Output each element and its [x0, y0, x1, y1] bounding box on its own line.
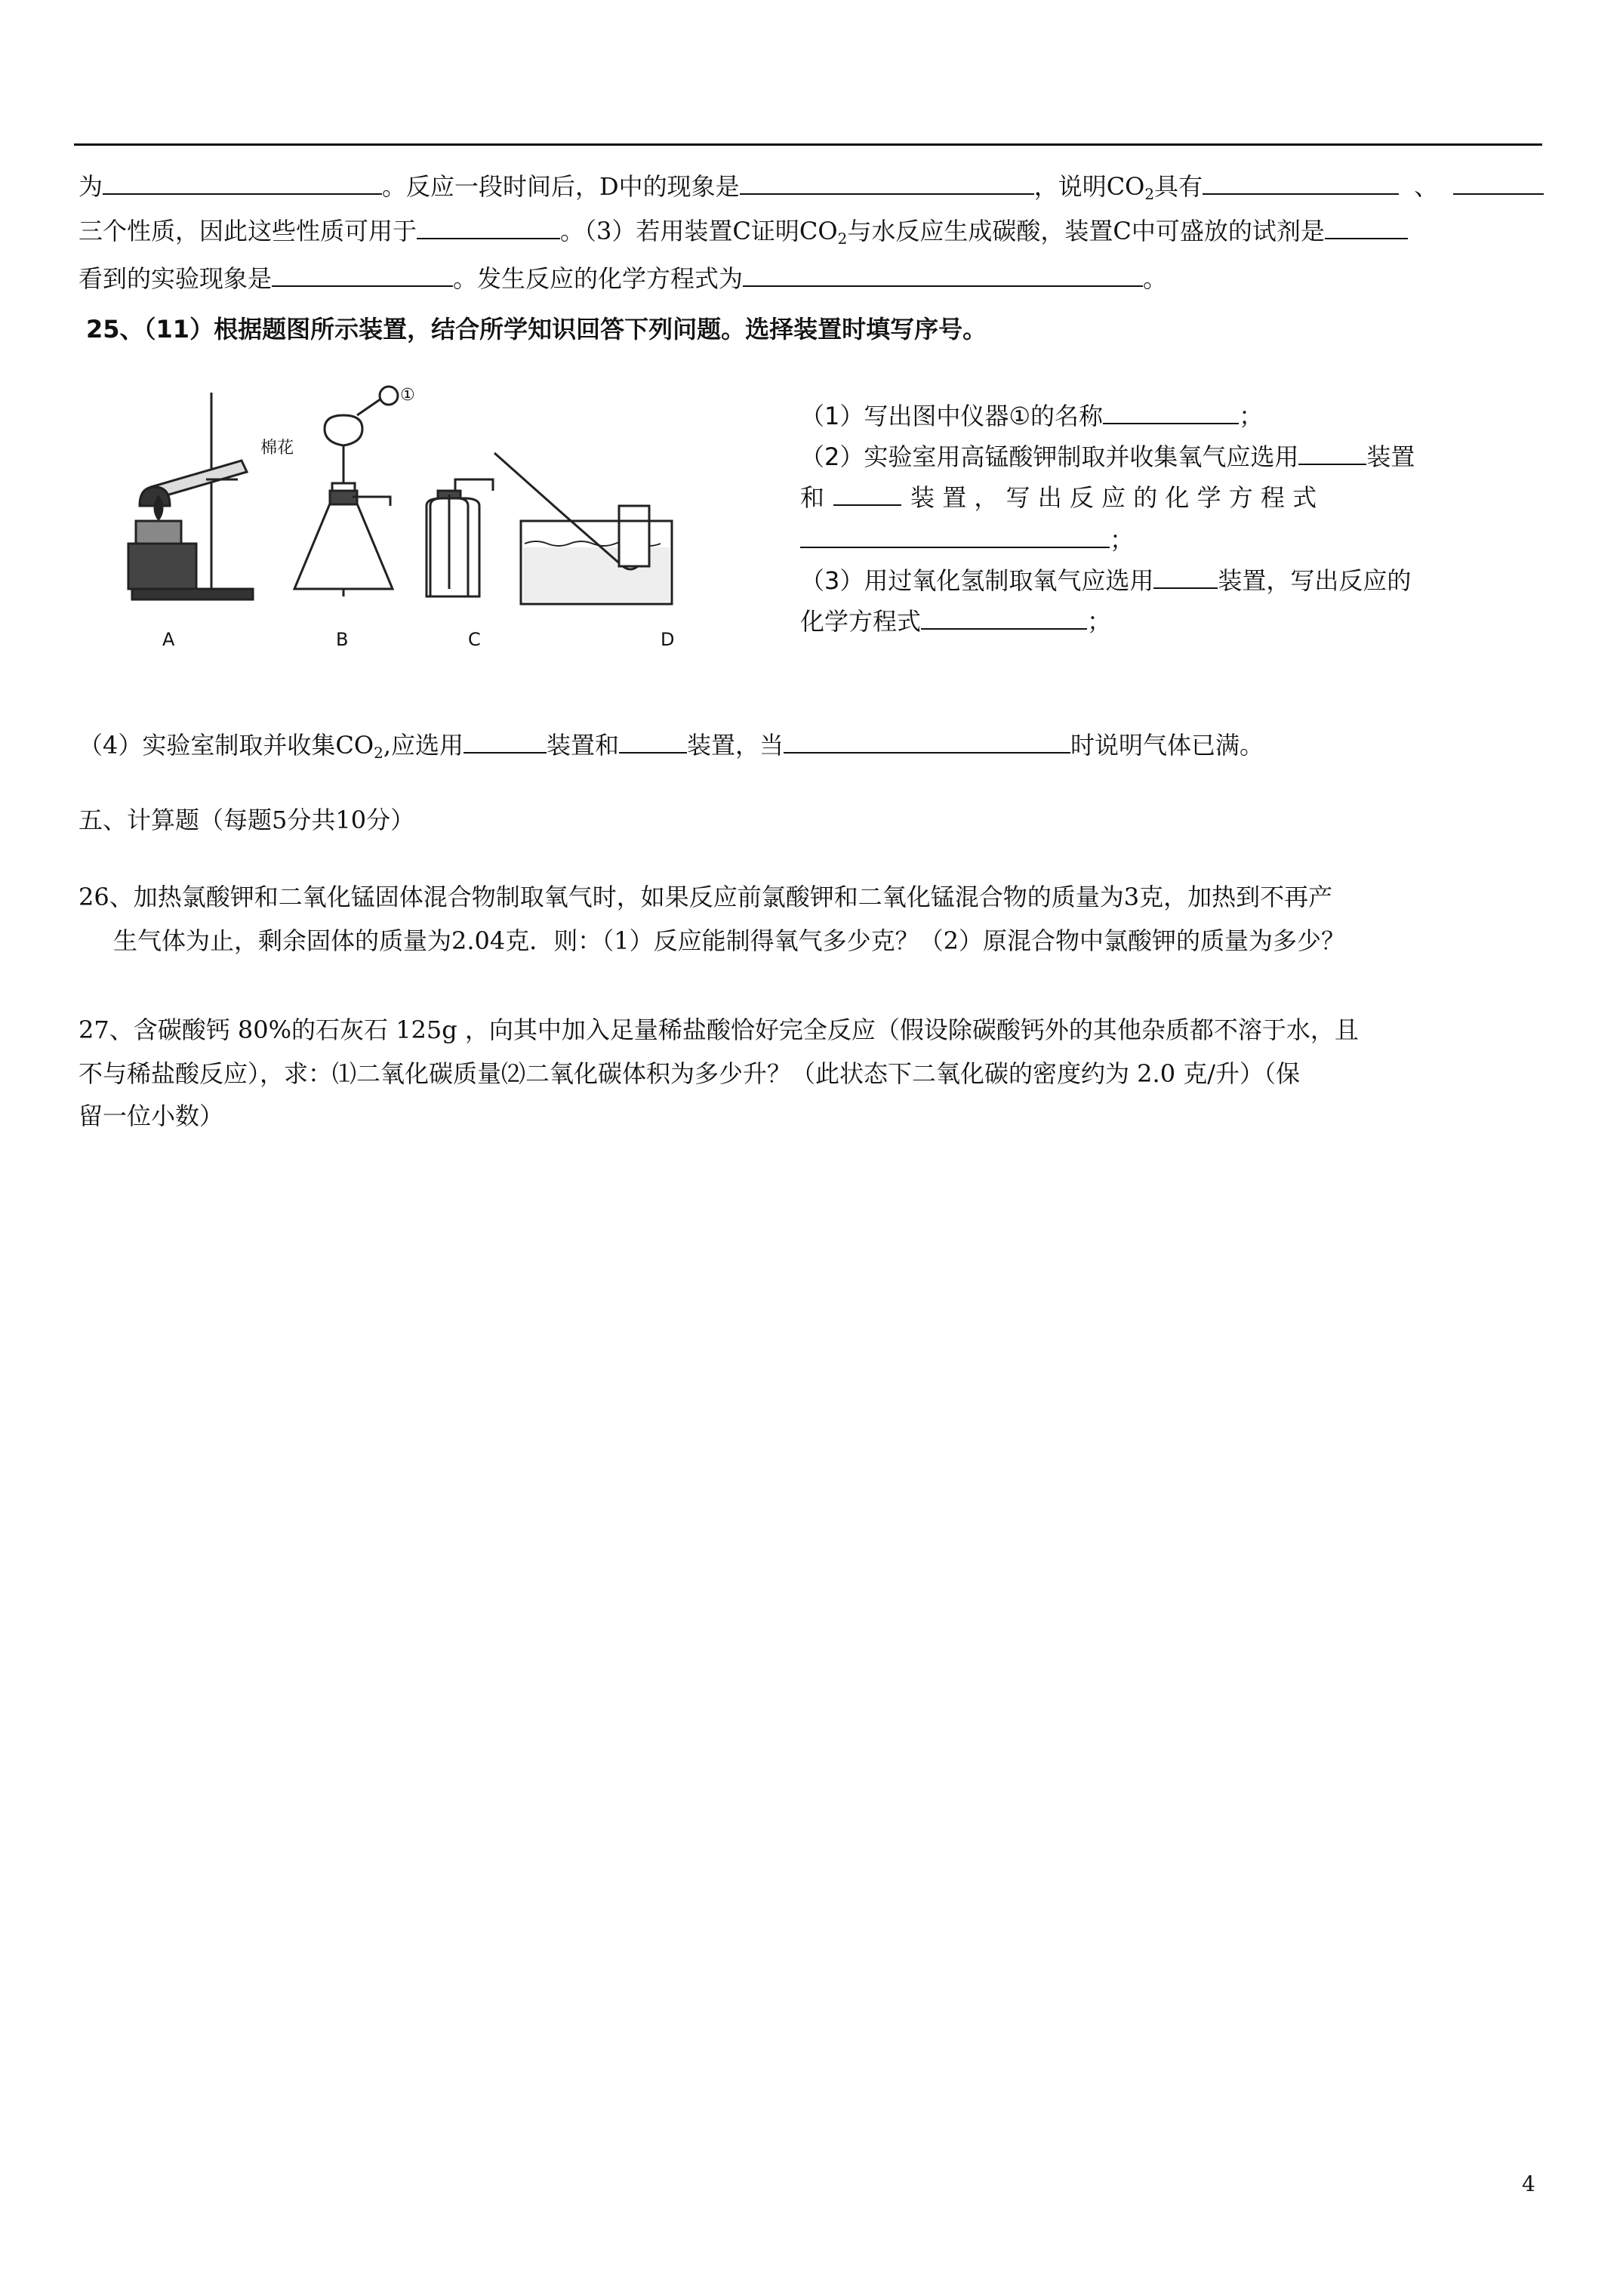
q24-line-3: 看到的实验现象是 。发生反应的化学方程式为 。: [79, 260, 1167, 295]
cotton-label: 棉花: [260, 439, 294, 458]
answer-blank[interactable]: [740, 168, 1034, 195]
q25-title: 25、（11）根据题图所示装置，结合所学知识回答下列问题。选择装置时填写序号。: [86, 315, 987, 344]
q26-line-2: 生气体为止，剩余固体的质量为2.04克．则：（1）反应能制得氧气多少克？（2）原混合物中氯酸钾的质量为多少？: [113, 926, 1345, 955]
answer-blank[interactable]: [417, 212, 560, 239]
q26-line-1: 26、加热氯酸钾和二氧化锰固体混合物制取氧气时，如果反应前氯酸钾和二氧化锰混合物的质量为3克，加热到不再产: [79, 883, 1333, 911]
q27-line-1: 27、含碳酸钙 80%的石灰石 125g ，向其中加入足量稀盐酸恰好完全反应（假设除碳酸钙外的其他杂质都不溶于水，且: [79, 1015, 1359, 1044]
q27-line-2: 不与稀盐酸反应），求：⑴二氧化碳质量⑵二氧化碳体积为多少升？（此状态下二氧化碳的密度约为 2.0 克/升）（保: [79, 1059, 1301, 1088]
q25-part-3: （3）用过氧化氢制取氧气应选用 装置，写出反应的: [800, 562, 1411, 597]
answer-blank[interactable]: [784, 726, 1070, 754]
answer-blank[interactable]: [1203, 168, 1399, 195]
q27-line-3: 留一位小数）: [79, 1102, 224, 1130]
answer-blank[interactable]: [921, 603, 1087, 630]
answer-blank[interactable]: [1453, 168, 1544, 195]
apparatus-b: [294, 387, 398, 596]
answer-blank[interactable]: [1153, 562, 1218, 589]
q25-part-3b: 化学方程式 ；: [800, 603, 1111, 638]
instrument-number-label: ①: [400, 386, 415, 405]
answer-blank[interactable]: [103, 168, 382, 195]
q25-part-2b: 和 装 置 ， 写 出 反 应 的 化 学 方 程 式: [800, 479, 1317, 514]
header-rule: [74, 143, 1542, 146]
answer-blank[interactable]: [743, 260, 1143, 287]
answer-blank[interactable]: [463, 726, 547, 754]
answer-blank[interactable]: [1298, 438, 1366, 465]
label-b: B: [336, 629, 349, 650]
apparatus-figure: [117, 385, 781, 664]
section-5-title: 五、计算题（每题5分共10分）: [79, 806, 415, 834]
apparatus-c: [427, 479, 493, 596]
answer-blank[interactable]: [272, 260, 453, 287]
page-number: 4: [1522, 2171, 1535, 2196]
q25-part-2: （2）实验室用高锰酸钾制取并收集氧气应选用 装置: [800, 438, 1415, 473]
apparatus-a: [128, 393, 253, 599]
answer-blank[interactable]: [1325, 212, 1408, 239]
answer-blank[interactable]: [800, 521, 1110, 548]
answer-blank[interactable]: [619, 726, 687, 754]
q24-line-2: 三个性质，因此这些性质可用于 。（3）若用装置C证明$CO_2$与水反应生成碳酸，装置C中可盛放的试剂是: [79, 212, 1408, 248]
q24-line-1: 为 。反应一段时间后，D中的现象是 ，说明$CO_2$具有 、: [79, 168, 1544, 203]
q25-part-2c: ；: [800, 521, 1134, 556]
apparatus-d: [494, 453, 672, 604]
label-d: D: [661, 629, 675, 650]
answer-blank[interactable]: [833, 479, 901, 506]
q25-part-4: （4）实验室制取并收集$CO_2$,应选用 装置和 装置，当 时说明气体已满。: [79, 726, 1264, 762]
q25-part-1: （1）写出图中仪器①的名称 ；: [800, 397, 1263, 433]
answer-blank[interactable]: [1103, 397, 1239, 424]
label-a: A: [162, 629, 175, 650]
label-c: C: [468, 629, 481, 650]
